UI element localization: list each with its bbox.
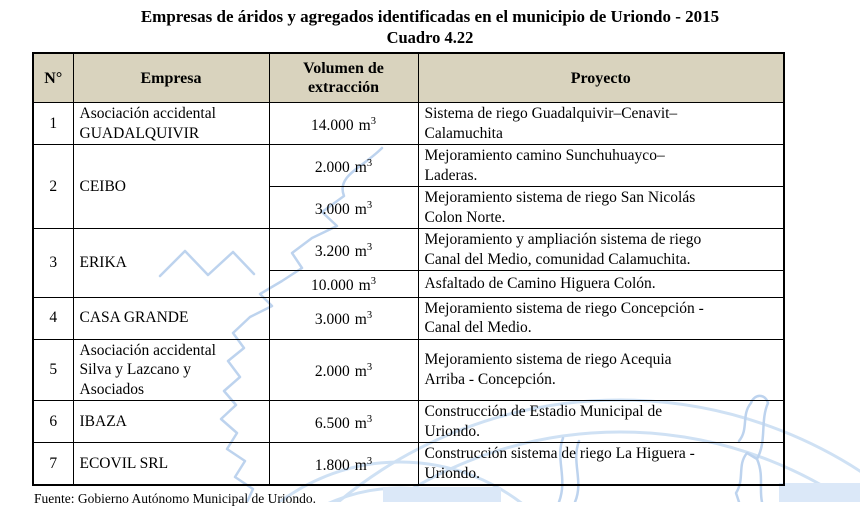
proyecto-text: Mejoramiento sistema de riego San Nicolás Colon Norte. bbox=[424, 189, 696, 226]
volume-cell bbox=[269, 229, 418, 271]
volume-unit: m bbox=[354, 363, 367, 381]
proyecto-cell bbox=[418, 271, 784, 298]
num-cell: 2 bbox=[33, 145, 73, 229]
table-row bbox=[33, 339, 784, 401]
empresas-table bbox=[32, 52, 785, 486]
volume-cell bbox=[269, 103, 418, 145]
volume-value: 10.000 bbox=[311, 277, 354, 295]
proyecto-text: Mejoramiento camino Sunchuhuayco– Laderas. bbox=[424, 147, 665, 184]
title-block bbox=[0, 0, 860, 48]
volume-value: 6.500 bbox=[314, 414, 350, 432]
volume-exponent: 3 bbox=[366, 199, 373, 211]
column-header-num: N° bbox=[33, 53, 73, 103]
proyecto-cell bbox=[418, 145, 784, 187]
proyecto-cell bbox=[418, 229, 784, 271]
column-header-proyecto: Proyecto bbox=[418, 53, 784, 103]
volume-unit: m bbox=[354, 456, 367, 474]
num-cell: 7 bbox=[33, 443, 73, 486]
table-row bbox=[33, 443, 784, 486]
empresa-cell bbox=[73, 443, 269, 486]
table-row bbox=[33, 103, 784, 145]
volume-cell bbox=[269, 297, 418, 339]
table-row bbox=[33, 229, 784, 271]
volume-exponent: 3 bbox=[366, 241, 373, 253]
proyecto-text: Sistema de riego Guadalquivir–Cenavit– Calamuchita bbox=[424, 105, 678, 142]
table-row bbox=[33, 401, 784, 443]
proyecto-cell bbox=[418, 187, 784, 229]
table-row bbox=[33, 145, 784, 187]
volume-value: 3.000 bbox=[314, 311, 350, 329]
volume-exponent: 3 bbox=[366, 413, 373, 425]
volume-unit: m bbox=[354, 414, 367, 432]
proyecto-cell bbox=[418, 339, 784, 401]
empresa-name: ECOVIL SRL bbox=[79, 454, 169, 472]
proyecto-cell bbox=[418, 401, 784, 443]
volume-exponent: 3 bbox=[366, 157, 373, 169]
empresa-cell bbox=[73, 297, 269, 339]
volume-cell bbox=[269, 339, 418, 401]
volume-exponent: 3 bbox=[370, 276, 376, 287]
empresa-name: ERIKA bbox=[79, 254, 127, 272]
volume-cell bbox=[269, 443, 418, 486]
empresa-cell bbox=[73, 103, 269, 145]
empresa-name: IBAZA bbox=[79, 412, 127, 430]
volume-cell bbox=[269, 271, 418, 298]
empresa-cell bbox=[73, 401, 269, 443]
proyecto-cell bbox=[418, 297, 784, 339]
empresa-cell bbox=[73, 229, 269, 298]
empresa-name: Asociación accidental Silva y Lazcano y Asociados bbox=[79, 341, 216, 398]
page-title: Empresas de áridos y agregados identificadas en el municipio de Uriondo - 2015 bbox=[140, 7, 720, 26]
volume-exponent: 3 bbox=[366, 310, 373, 322]
volume-unit: m bbox=[358, 116, 371, 134]
empresa-name: CASA GRANDE bbox=[79, 309, 189, 327]
column-header-empresa: Empresa bbox=[73, 53, 269, 103]
column-header-volumen: Volumen de extracción bbox=[269, 53, 418, 103]
proyecto-text: Construcción sistema de riego La Higuera - Uriondo. bbox=[424, 445, 695, 482]
num-cell: 1 bbox=[33, 103, 73, 145]
num-cell: 4 bbox=[33, 297, 73, 339]
volume-value: 1.800 bbox=[314, 456, 350, 474]
proyecto-text: Mejoramiento sistema de riego Acequia Arriba - Concepción. bbox=[424, 351, 672, 388]
proyecto-cell bbox=[418, 443, 784, 486]
proyecto-cell bbox=[418, 103, 784, 145]
volume-cell bbox=[269, 145, 418, 187]
volume-unit: m bbox=[358, 277, 371, 295]
num-cell: 6 bbox=[33, 401, 73, 443]
volume-cell bbox=[269, 401, 418, 443]
volume-unit: m bbox=[354, 200, 367, 218]
volume-exponent: 3 bbox=[366, 362, 373, 374]
num-cell: 5 bbox=[33, 339, 73, 401]
table-row bbox=[33, 297, 784, 339]
volume-unit: m bbox=[354, 242, 367, 260]
empresa-cell bbox=[73, 339, 269, 401]
proyecto-text: Mejoramiento sistema de riego Concepción - Canal del Medio. bbox=[424, 299, 704, 337]
proyecto-text: Construcción de Estadio Municipal de Uriondo. bbox=[424, 403, 663, 440]
volume-value: 2.000 bbox=[314, 158, 350, 176]
volume-unit: m bbox=[354, 158, 367, 176]
volume-value: 2.000 bbox=[314, 363, 350, 381]
header-row bbox=[33, 53, 784, 103]
volume-value: 3.200 bbox=[314, 242, 350, 260]
proyecto-text: Asfaltado de Camino Higuera Colón. bbox=[424, 275, 656, 293]
empresa-name: Asociación accidental GUADALQUIVIR bbox=[79, 105, 216, 142]
proyecto-text: Mejoramiento y ampliación sistema de riego Canal del Medio, comunidad Calamuchita. bbox=[424, 231, 702, 268]
volume-cell bbox=[269, 187, 418, 229]
volume-exponent: 3 bbox=[370, 115, 376, 127]
volume-value: 3.000 bbox=[314, 200, 350, 218]
empresa-cell bbox=[73, 145, 269, 229]
volume-unit: m bbox=[354, 311, 367, 329]
source-note: Fuente: Gobierno Autónomo Municipal de Uriondo. bbox=[34, 491, 316, 507]
volume-value: 14.000 bbox=[311, 116, 354, 134]
empresa-name: CEIBO bbox=[79, 177, 126, 195]
volume-exponent: 3 bbox=[366, 455, 373, 467]
table-caption: Cuadro 4.22 bbox=[386, 28, 474, 47]
num-cell: 3 bbox=[33, 229, 73, 298]
